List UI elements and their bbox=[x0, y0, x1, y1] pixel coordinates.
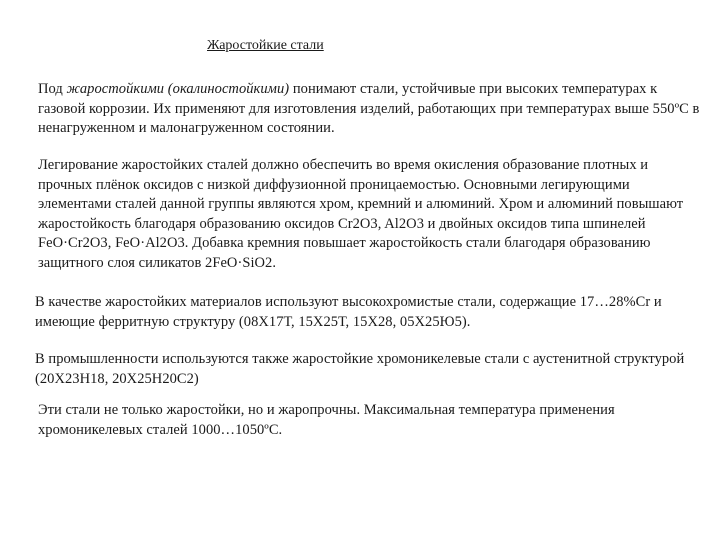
paragraph-definition-prefix: Под bbox=[38, 81, 67, 97]
paragraph-definition-text: понимают стали, устойчивые при высоких температурах к газовой коррозии. Их применяют для изготовления изделий, работающих при температурах выше 550ºС в ненагруженном и малонагруженном состоянии. bbox=[38, 81, 700, 136]
page-title: Жаростойкие стали bbox=[207, 38, 324, 53]
paragraph-high-chromium: В качестве жаростойких материалов используют высокохромистые стали, содержащие 17…28%Cr и имеющие ферритную структуру (08Х17Т, 15Х25Т, 15Х28, 05Х25Ю5). bbox=[35, 294, 662, 330]
paragraph-chromium-nickel: В промышленности используются также жаростойкие хромоникелевые стали с аустенитной структурой (20Х23Н18, 20Х25Н20С2) bbox=[35, 351, 685, 387]
paragraph-alloying: Легирование жаростойких сталей должно обеспечить во время окисления образование плотных и прочных плёнок оксидов с низкой диффузионной проницаемостью. Основными легирующими элементами сталей данной группы являются хром, кремний и алюминий. Хром и алюминий повышают жаростойкость благодаря образованию оксидов Cr2O3, Al2O3 и двойных оксидов типа шпинелей FeO·Cr2O3, FeO·Al2O3. Добавка кремния повышает жаростойкость стали благодаря образованию защитного слоя силикатов 2FeO·SiO2. bbox=[38, 157, 684, 271]
paragraph-definition-term: жаростойкими (окалиностойкими) bbox=[66, 81, 290, 97]
paragraph-heat-resistance: Эти стали не только жаростойки, но и жаропрочны. Максимальная температура применения хромоникелевых сталей 1000…1050ºС. bbox=[38, 402, 615, 438]
paragraph-definition bbox=[38, 80, 702, 139]
